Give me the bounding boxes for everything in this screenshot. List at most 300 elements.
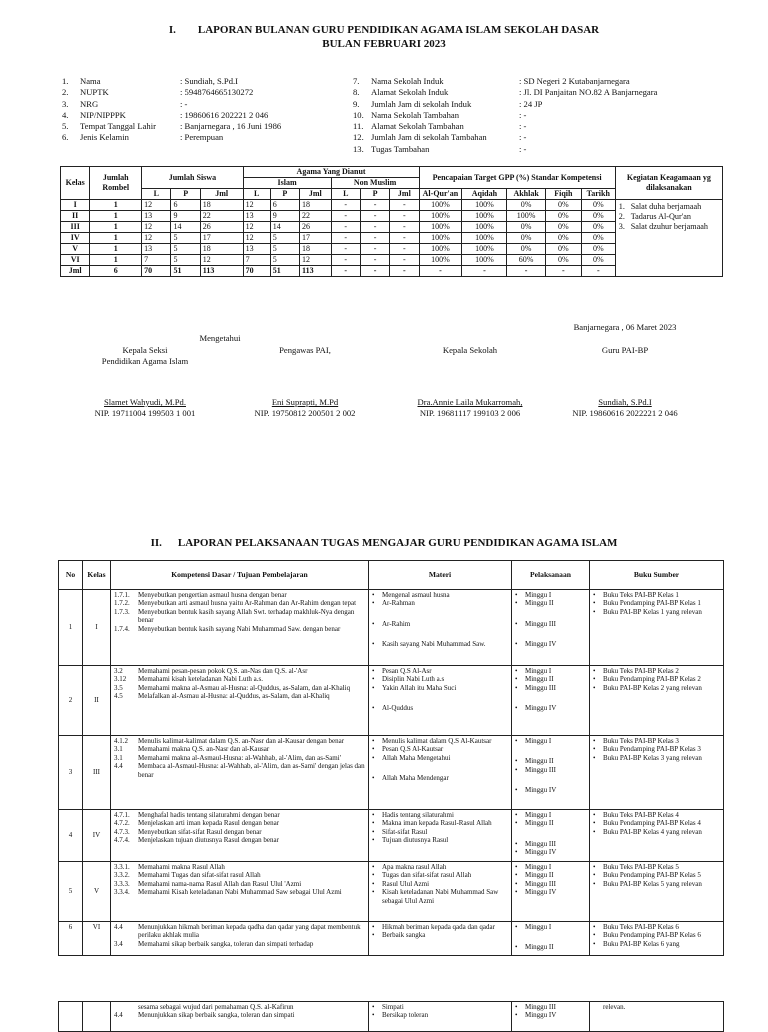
kompetensi-code: 4.7.2. — [114, 819, 130, 828]
buku-text: Buku Teks PAI-BP Kelas 4 — [603, 811, 679, 819]
bullet-icon: • — [515, 704, 518, 713]
info-label: Jumlah Jam di sekolah Induk — [371, 98, 472, 109]
bullet-icon: • — [593, 675, 596, 684]
th-l: L — [142, 189, 171, 200]
bullet-icon: • — [515, 599, 518, 608]
kegiatan-number: 3. — [618, 222, 625, 231]
info-label: NUPTK — [80, 87, 109, 98]
bullet-icon: • — [593, 599, 596, 608]
kompetensi-text: sesama sebagai wujud dari pemahaman Q.S. al-Kafirun — [138, 1003, 294, 1011]
bullet-icon: • — [593, 827, 596, 836]
bullet-icon: • — [515, 667, 518, 675]
bullet-icon: • — [515, 888, 518, 897]
kompetensi-code: 4.4 — [114, 1011, 123, 1020]
kompetensi-text: Memahami nama-nama Rasul Allah dan Rasul Ulul 'Azmi — [138, 879, 302, 888]
table-cell: - — [581, 266, 615, 277]
kompetensi-code: 3.3.2. — [114, 871, 130, 880]
bullet-icon: • — [515, 737, 518, 745]
sig4-nip: NIP. 19860616 2022221 2 046 — [572, 408, 678, 418]
bullet-icon: • — [515, 839, 518, 848]
materi-item — [372, 620, 508, 628]
row-kelas: III — [83, 736, 111, 810]
kompetensi-text: Memahami Tugas dan sifat-sifat rasul Allah — [138, 871, 261, 880]
kompetensi-code: 3.5 — [114, 683, 123, 692]
info-row — [353, 144, 657, 155]
kompetensi-text: Memahami pesan-pesan pokok Q.S. an-Nas dan Q.S. al-'Asr — [138, 667, 308, 675]
kompetensi-item — [114, 923, 365, 940]
kompetensi-code: 1.7.4. — [114, 624, 130, 633]
buku-text: Buku PAI-BP Kelas 2 yang relevan — [603, 683, 702, 692]
materi-cell — [369, 922, 512, 956]
spacer — [515, 931, 586, 943]
buku-item — [593, 931, 720, 939]
kegiatan-text: Tadarus Al-Qur'an — [630, 212, 691, 221]
bullet-icon: • — [515, 811, 518, 819]
materi-text: Tugas dan sifat-sifat rasul Allah — [382, 871, 472, 880]
info-row — [62, 76, 281, 87]
kompetensi-code: 1.7.2. — [114, 599, 130, 608]
pelaksanaan-text: Minggu III — [525, 1003, 556, 1011]
bullet-icon: • — [372, 1003, 375, 1011]
spacer — [515, 692, 586, 704]
th-nonmuslim: Non Muslim — [331, 178, 419, 189]
spacer — [515, 745, 586, 757]
table-cell: 51 — [270, 266, 299, 277]
table-cell: 6 — [90, 266, 142, 277]
materi-text: Menulis kalimat dalam Q.S Al-Kautsar — [382, 737, 492, 745]
table-cell: 0% — [581, 222, 615, 233]
pelaksanaan-item — [515, 599, 586, 607]
sig2-title: Pengawas PAI, — [279, 345, 331, 355]
kegiatan-number: 1. — [618, 202, 625, 211]
buku-cell — [590, 922, 724, 956]
bullet-icon: • — [372, 675, 375, 684]
buku-text: Buku PAI-BP Kelas 6 yang — [603, 939, 680, 948]
kompetensi-code: 4.4 — [114, 762, 123, 771]
pelaksanaan-item — [515, 1011, 586, 1019]
sig1-title1: Kepala Seksi — [122, 345, 168, 355]
bullet-icon: • — [515, 757, 518, 766]
table-row — [61, 200, 723, 211]
bullet-icon: • — [515, 1003, 518, 1011]
kompetensi-item — [114, 667, 365, 675]
info-row — [353, 110, 657, 121]
bullet-icon: • — [372, 871, 375, 880]
materi-text: Tujuan diutusnya Rasul — [382, 836, 449, 845]
kompetensi-text: Menjelaskan arti iman kepada Rasul dengan benar — [138, 819, 280, 828]
buku-item — [593, 863, 720, 871]
table-cell: - — [360, 211, 389, 222]
info-row — [353, 99, 657, 110]
table-cell: 12 — [142, 222, 171, 233]
materi-text: Sifat-sifat Rasul — [382, 827, 428, 836]
materi-cell — [369, 736, 512, 810]
materi-item — [372, 599, 508, 607]
th-non-jml: Jml — [390, 189, 419, 200]
spacer — [372, 608, 508, 620]
table-cell: 13 — [243, 244, 270, 255]
buku-text: Buku PAI-BP Kelas 3 yang relevan — [603, 753, 702, 762]
materi-item — [372, 675, 508, 683]
th-kelas: Kelas — [61, 167, 90, 200]
kompetensi-item — [114, 1011, 365, 1019]
info-label: Alamat Sekolah Tambahan — [371, 121, 464, 132]
table-cell: 0% — [545, 255, 581, 266]
pelaksanaan-cell — [512, 862, 590, 922]
row-number: 5 — [59, 862, 83, 922]
pelaksanaan-text: Minggu IV — [525, 848, 557, 857]
bullet-icon: • — [372, 931, 375, 940]
mengetahui: Mengetahui — [199, 333, 241, 343]
teaching-table-continuation — [58, 1001, 724, 1032]
materi-text: Hadis tentang silaturahmi — [382, 811, 454, 819]
info-value: : Perempuan — [180, 132, 224, 143]
pelaksanaan-item — [515, 888, 586, 896]
buku-text: Buku Teks PAI-BP Kelas 1 — [603, 591, 679, 599]
pelaksanaan-text: Minggu I — [525, 737, 552, 745]
kompetensi-item — [114, 888, 365, 896]
pelaksanaan-text: Minggu I — [525, 811, 552, 819]
info-label: NRG — [80, 98, 99, 109]
materi-cell — [369, 810, 512, 862]
table-cell: - — [331, 266, 360, 277]
table-cell: 1 — [90, 233, 142, 244]
materi-text: Ar-Rahman — [382, 599, 415, 608]
materi-item — [372, 591, 508, 599]
info-value: : Banjarnegara , 16 Juni 1986 — [180, 121, 282, 132]
buku-item — [593, 667, 720, 675]
table-row — [59, 810, 724, 862]
report2-roman: II. — [150, 537, 162, 549]
pelaksanaan-text: Minggu I — [525, 863, 552, 871]
row-kelas: III — [61, 222, 90, 233]
th-aqidah: Aqidah — [462, 189, 507, 200]
materi-text: Hikmah beriman kepada qada dan qadar — [382, 923, 495, 931]
materi-cell — [369, 1002, 512, 1032]
table-cell: 0% — [581, 211, 615, 222]
th-islam: Islam — [243, 178, 331, 189]
materi-text: Rasul Ulul Azmi — [382, 879, 430, 888]
table-cell: 14 — [270, 222, 299, 233]
pelaksanaan-item — [515, 880, 586, 888]
kompetensi-code: 4.4 — [114, 923, 123, 931]
spacer — [372, 762, 508, 774]
table-cell: 1 — [90, 255, 142, 266]
table-cell: - — [390, 200, 419, 211]
spacer — [515, 828, 586, 840]
sig1-name: Slamet Wahyudi, M.Pd. — [104, 397, 186, 407]
row-kelas: II — [83, 666, 111, 736]
kompetensi-text: Melafalkan al-Asmau al-Husna: al-Quddus, as-Salam, dan al-Khaliq — [138, 692, 330, 701]
info-label: Jenis Kelamin — [80, 132, 129, 143]
row-kelas: Jml — [61, 266, 90, 277]
kompetensi-item — [114, 940, 365, 948]
bullet-icon: • — [515, 765, 518, 774]
pelaksanaan-text: Minggu I — [525, 667, 552, 675]
kompetensi-code: 3.12 — [114, 675, 127, 684]
buku-item: relevan. — [603, 1003, 626, 1011]
buku-item — [593, 599, 720, 607]
teaching-table — [58, 560, 724, 956]
bullet-icon: • — [593, 683, 596, 692]
kompetensi-text: Memahami sikap berbaik sangka, toleran dan simpati terhadap — [138, 939, 314, 948]
table-cell: - — [390, 244, 419, 255]
bullet-icon: • — [372, 737, 375, 745]
kompetensi-text: Memahami makna al-Asmaul-Husna: al-Wahhab, al-'Alim, dan as-Sami' — [138, 753, 341, 762]
buku-cell — [590, 736, 724, 810]
table-cell: 100% — [419, 233, 462, 244]
bullet-icon: • — [515, 675, 518, 684]
pelaksanaan-item — [515, 863, 586, 871]
materi-text: Allah Maha Mendengar — [382, 774, 449, 783]
table-cell: 100% — [462, 200, 507, 211]
bullet-icon: • — [515, 943, 518, 952]
sig2-nip: NIP. 19750812 200501 2 002 — [254, 408, 356, 418]
kompetensi-code: 1.7.3. — [114, 607, 130, 616]
report1-title — [0, 24, 768, 36]
kompetensi-item — [114, 762, 365, 779]
pelaksanaan-item — [515, 819, 586, 827]
info-right — [353, 76, 657, 155]
row-kelas: II — [61, 211, 90, 222]
bullet-icon: • — [593, 607, 596, 616]
info-label: Alamat Sekolah Induk — [371, 87, 449, 98]
table-cell: 113 — [200, 266, 243, 277]
th2-kd: Kompetensi Dasar / Tujuan Pembelajaran — [111, 561, 369, 590]
table-cell: 70 — [243, 266, 270, 277]
row-kelas: VI — [83, 922, 111, 956]
kompetensi-text: Menyebutkan arti asmaul husna yaitu Ar-Rahman dan Ar-Rahim dengan tepat — [138, 599, 357, 608]
bullet-icon: • — [372, 640, 375, 649]
table-cell: 100% — [419, 200, 462, 211]
table-cell: - — [360, 244, 389, 255]
buku-text: Buku Teks PAI-BP Kelas 3 — [603, 737, 679, 745]
kompetensi-code: 3.1 — [114, 753, 123, 762]
th-p: P — [171, 189, 200, 200]
row-number — [59, 1002, 83, 1032]
buku-item — [593, 880, 720, 888]
kompetensi-text: Memahami makna al-Asmau al-Husna: al-Quddus, as-Salam, dan al-Khaliq — [138, 683, 351, 692]
info-value: : 19860616 202221 2 046 — [180, 109, 269, 120]
table-cell: 1 — [90, 200, 142, 211]
info-label: Nama — [80, 76, 101, 86]
kompetensi-item — [114, 863, 365, 871]
info-number: 6. — [62, 132, 69, 143]
pelaksanaan-text: Minggu III — [525, 879, 556, 888]
bullet-icon: • — [593, 879, 596, 888]
pelaksanaan-item — [515, 923, 586, 931]
materi-item — [372, 871, 508, 879]
kompetensi-item — [114, 599, 365, 607]
kompetensi-text: Membaca al-Asmaul-Husna: al-Wahhab, al-'Alim, dan as-Sami' dengan jelas dan benar — [138, 762, 365, 779]
kompetensi-item — [114, 880, 365, 888]
kompetensi-item — [114, 737, 365, 745]
kompetensi-code: 4.5 — [114, 692, 123, 701]
buku-text: Buku Teks PAI-BP Kelas 6 — [603, 923, 679, 931]
info-number: 13. — [353, 143, 364, 154]
materi-text: Al-Quddus — [382, 704, 414, 713]
table-cell: 9 — [270, 211, 299, 222]
table-cell: 17 — [300, 233, 332, 244]
report1-roman: I. — [168, 24, 176, 36]
table-cell: 100% — [507, 211, 545, 222]
row-number: 2 — [59, 666, 83, 736]
info-row — [62, 99, 281, 110]
row-kelas: IV — [83, 810, 111, 862]
kompetensi-code: 3.3.3. — [114, 879, 130, 888]
table-row — [59, 922, 724, 956]
sig2-name: Eni Suprapti, M.Pd — [271, 397, 339, 407]
info-number: 2. — [62, 87, 69, 98]
materi-text: Allah Maha Mengetahui — [382, 753, 451, 762]
place-date: Banjarnegara , 06 Maret 2023 — [573, 322, 677, 332]
bullet-icon: • — [372, 683, 375, 692]
table-cell: 5 — [171, 233, 200, 244]
buku-item — [593, 828, 720, 836]
kegiatan-item — [619, 202, 719, 212]
table-cell: 13 — [142, 211, 171, 222]
info-label: Tugas Tambahan — [371, 143, 430, 154]
table-cell: - — [360, 255, 389, 266]
table-cell: 51 — [171, 266, 200, 277]
th-akhlak: Akhlak — [507, 189, 545, 200]
th-rombel: Jumlah Rombel — [90, 167, 142, 200]
buku-cell — [590, 590, 724, 666]
kompetensi-code: 3.4 — [114, 939, 123, 948]
info-left — [62, 76, 281, 144]
bullet-icon: • — [515, 1011, 518, 1020]
bullet-icon: • — [372, 1011, 375, 1020]
table-cell: 100% — [462, 255, 507, 266]
bullet-icon: • — [372, 879, 375, 888]
buku-item — [593, 608, 720, 616]
info-row — [353, 76, 657, 87]
materi-item — [372, 888, 508, 905]
table-cell: 5 — [270, 255, 299, 266]
kompetensi-item — [114, 871, 365, 879]
table-cell: 1 — [90, 222, 142, 233]
materi-cell — [369, 666, 512, 736]
row-kelas: VI — [61, 255, 90, 266]
row-kelas: IV — [61, 233, 90, 244]
table-cell: - — [331, 244, 360, 255]
table-cell: 100% — [462, 233, 507, 244]
pelaksanaan-text: Minggu IV — [525, 640, 557, 649]
row-number: 3 — [59, 736, 83, 810]
table-cell: 1 — [90, 244, 142, 255]
table-cell: 5 — [171, 255, 200, 266]
info-number: 5. — [62, 121, 69, 132]
table-cell: 26 — [300, 222, 332, 233]
bullet-icon: • — [372, 836, 375, 845]
info-row — [353, 87, 657, 98]
bullet-icon: • — [372, 811, 375, 819]
th-non-p: P — [360, 189, 389, 200]
table-cell: 100% — [462, 222, 507, 233]
info-row — [62, 110, 281, 121]
sig3-nip: NIP. 19681117 199103 2 006 — [419, 408, 521, 418]
table-cell: - — [390, 266, 419, 277]
materi-text: Pesan Q.S Al-Kautsar — [382, 745, 444, 754]
row-kelas: V — [83, 862, 111, 922]
materi-item — [372, 880, 508, 888]
pelaksanaan-text: Minggu IV — [525, 888, 557, 897]
table-cell: 5 — [270, 244, 299, 255]
bullet-icon: • — [372, 863, 375, 871]
th-islam-jml: Jml — [300, 189, 332, 200]
pelaksanaan-text: Minggu II — [525, 675, 554, 684]
bullet-icon: • — [372, 667, 375, 675]
buku-item — [593, 940, 720, 948]
table-cell: 18 — [300, 200, 332, 211]
pelaksanaan-text: Minggu II — [525, 599, 554, 608]
kompetensi-text: Menunjukkan hikmah beriman kepada qadha dan qadar yang dapat membentuk perilaku akhlak mulia — [138, 923, 361, 940]
pelaksanaan-item — [515, 620, 586, 628]
table-cell: 14 — [171, 222, 200, 233]
pelaksanaan-item — [515, 667, 586, 675]
pelaksanaan-text: Minggu II — [525, 819, 554, 828]
materi-text: Makna iman kepada Rasul-Rasul Allah — [382, 819, 492, 828]
bullet-icon: • — [515, 819, 518, 828]
materi-item — [372, 836, 508, 844]
bullet-icon: • — [372, 753, 375, 762]
table-cell: 0% — [507, 244, 545, 255]
materi-item — [372, 774, 508, 782]
bullet-icon: • — [593, 737, 596, 745]
table-cell: - — [360, 233, 389, 244]
info-value: : Sundiah, S.Pd.I — [180, 76, 239, 86]
info-label: NIP/NIPPPK — [80, 109, 126, 120]
pelaksanaan-item — [515, 871, 586, 879]
table-row — [59, 736, 724, 810]
th-islam-p: P — [270, 189, 299, 200]
pelaksanaan-text: Minggu III — [525, 765, 556, 774]
buku-item — [593, 591, 720, 599]
table-cell: - — [390, 233, 419, 244]
kegiatan-item — [619, 212, 719, 222]
materi-text: Ar-Rahim — [382, 619, 411, 628]
table-cell: 0% — [581, 233, 615, 244]
table-cell: - — [331, 200, 360, 211]
pelaksanaan-text: Minggu IV — [525, 704, 557, 713]
table-cell: 7 — [243, 255, 270, 266]
table-cell: - — [331, 233, 360, 244]
buku-item — [593, 811, 720, 819]
materi-item — [372, 745, 508, 753]
kompetensi-code: 3.2 — [114, 667, 123, 675]
table-cell: 0% — [581, 244, 615, 255]
buku-text: Buku PAI-BP Kelas 5 yang relevan — [603, 879, 702, 888]
info-label: Nama Sekolah Induk — [371, 76, 444, 86]
kompetensi-text: Memahami Kisah keteladanan Nabi Muhammad Saw sebagai Ulul Azmi — [138, 888, 342, 897]
table-cell: 17 — [200, 233, 243, 244]
table-cell: 0% — [581, 255, 615, 266]
buku-item — [593, 737, 720, 745]
materi-cell — [369, 590, 512, 666]
table-cell: 0% — [545, 211, 581, 222]
table-cell: 1 — [90, 211, 142, 222]
materi-item — [372, 923, 508, 931]
materi-text: Mengenal asmaul husna — [382, 591, 450, 599]
kompetensi-text: Menyebutkan sifat-sifat Rasul dengan benar — [138, 827, 262, 836]
th2-materi: Materi — [369, 561, 512, 590]
materi-item — [372, 863, 508, 871]
table-cell: - — [360, 222, 389, 233]
table-cell: 0% — [545, 233, 581, 244]
table-cell: 12 — [142, 233, 171, 244]
kompetensi-text: Menyebutkan bentuk kasih sayang Nabi Muhammad Saw. dengan benar — [138, 624, 341, 633]
bullet-icon: • — [515, 879, 518, 888]
